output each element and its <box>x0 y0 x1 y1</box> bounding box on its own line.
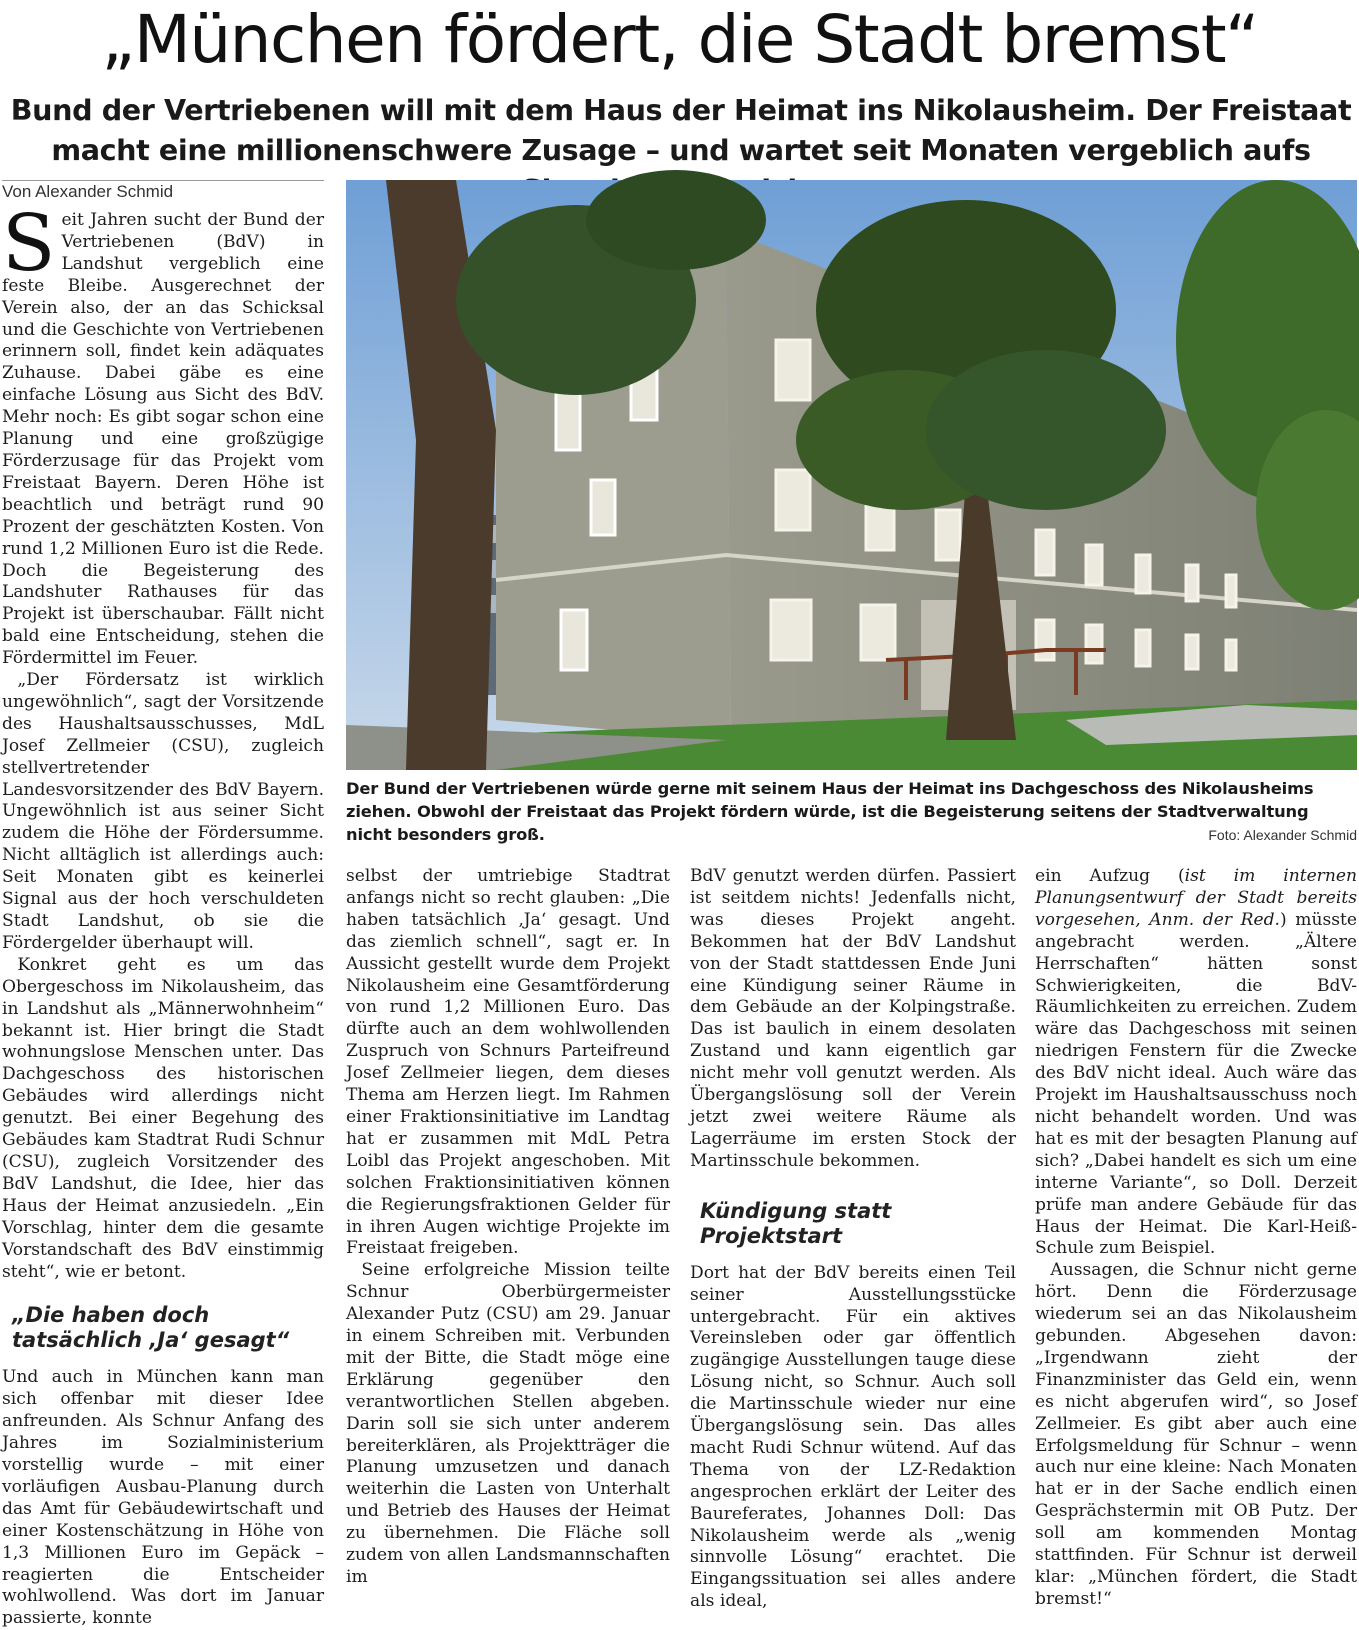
paragraph: Seine erfolgreiche Mission teilte Schnur Oberbürgermeister Alexander Putz (CSU) am 29. Januar in einem Schreiben mit. Verbunden mit der Bitte, die Stadt möge eine Erklärung gegenüber den verantwortlichen Stellen abgeben. Darin soll sie sich unter anderem bereiterklären, als Projektträger die Planung umzusetzen und danach weiterhin die Lasten von Unterhalt und Betrieb des Hauses der Heimat zu übernehmen. Die Fläche soll zudem von allen Landsmannschaften im <box>346 1260 670 1587</box>
article-column-1 <box>2 180 324 1630</box>
section-subtitle: „Die haben doch tatsächlich ‚Ja‘ gesagt“ <box>12 1303 290 1353</box>
paragraph-text: ein Aufzug ( <box>1035 866 1185 886</box>
paragraph: Und auch in München kann man sich offenbar mit dieser Idee anfreunden. Als Schnur Anfang des Jahres im Sozialministerium vorstellig wurde – mit einer vorläufigen Ausbau-Planung durch das Amt für Gebäudewirtschaft und einer Kostenschätzung in Höhe von 1,3 Millionen Euro im Gepäck – reagierten die Entscheider wohlwollend. Was dort im Januar passierte, konnte <box>2 1367 324 1629</box>
dropcap: S <box>2 199 56 289</box>
article-photo <box>346 180 1357 770</box>
paragraph: selbst der umtriebige Stadtrat anfangs nicht so recht glauben: „Die haben tatsächlich ‚Ja‘ gesagt. Und das ziemlich schnell“, sagt er. In Aussicht gestellt wurde dem Projekt Nikolausheim eine Gesamtförderung von rund 1,2 Millionen Euro. Das dürfte auch an dem wohlwollenden Zuspruch von Schnurs Parteifreund Josef Zellmeier liegen, dem dieses Thema am Herzen liegt. Im Rahmen einer Fraktionsinitiative im Landtag hat er zusammen mit MdL Petra Loibl das Projekt angeschoben. Mit solchen Fraktionsinitiativen können die Regierungsfraktionen Gelder für in ihren Augen wichtige Projekte im Freistaat freigeben. <box>346 866 670 1259</box>
section-subtitle: Kündigung statt Projektstart <box>700 1198 892 1248</box>
subheadline: Bund der Vertriebenen will mit dem Haus der Heimat ins Nikolausheim. Der Freistaat macht eine millionenschwere Zusage – und wartet seit Monaten vergeblich aufs <box>10 93 1352 167</box>
paragraph: Aussagen, die Schnur nicht gerne hört. Denn die Förderzusage wiederum sei an das Nikolausheim gebunden. Abgesehen davon: „Irgendwann zieht der Finanzminister das Geld ein, wenn es nicht abgerufen wird“, so Josef Zellmeier. Es gibt aber auch eine Erfolgsmeldung für Schnur – wenn auch nur eine kleine: Nach Monaten hat er in der Sache endlich einen Gesprächstermin mit OB Putz. Der soll am kommenden Montag stattfinden. Für Schnur ist derweil klar: „München fördert, die Stadt bremst!“ <box>1035 1260 1357 1609</box>
paragraph-text: eit Jahren sucht der Bund der Vertriebenen (BdV) in Landshut vergeblich eine feste Bleibe. Ausgerechnet der Verein also, der an das Schicksal und die Geschichte von Vertriebenen erinnern soll, findet kein adäquates Zuhause. Dabei gäbe es eine einfache Lösung aus Sicht des BdV. Mehr noch: Es gibt sogar schon eine Planung und eine großzügige Förderzusage für das Projekt vom Freistaat Bayern. Deren Höhe ist beachtlich und beträgt rund 90 Prozent der geschätzten Kosten. Von rund 1,2 Millionen Euro ist die Rede. Doch die Begeisterung des Landshuter Rathauses für das Projekt ist überschaubar. Fällt nicht bald eine Entscheidung, stehen die Fördermittel im Feuer. <box>2 210 324 669</box>
byline: Von Alexander Schmid <box>2 180 324 204</box>
paragraph: Konkret geht es um das Obergeschoss im Nikolausheim, das in Landshut als „Männerwohnheim“ bekannt ist. Hier bringt die Stadt wohnungslose Menschen unter. Das Dachgeschoss des historischen Gebäudes wird allerdings nicht genutzt. Bei einer Begehung des Gebäudes kam Stadtrat Rudi Schnur (CSU), zugleich Vorsitzender des BdV Landshut, die Idee, hier das Haus der Heimat anzusiedeln. „Ein Vorschlag, hinter dem die gesamte Vorstandschaft des BdV einstimmig steht“, wie er betont. <box>2 954 324 1282</box>
headline: „München fördert, die Stadt bremst“ <box>101 1 1258 78</box>
article-column-2 <box>346 866 670 1589</box>
paragraph-text: ) müsste angebracht werden. „Ältere Herrschaften“ hätten sonst Schwierigkeiten, die BdV-Räumlichkeiten zu erreichen. Zudem wäre das Dachgeschoss mit seinen niedrigen Fenstern für die Zwecke des BdV nicht ideal. Auch wäre das Projekt im Haushaltsausschuss noch nicht behandelt worden. Und was hat es mit der besagten Planung auf sich? „Dabei handelt es sich um eine interne Variante“, so Doll. Derzeit prüfe man andere Gebäude für das Haus der Heimat. Die Karl-Heiß-Schule zum Beispiel. <box>1035 909 1357 1259</box>
editor-note: ist im internen Planungsentwurf der Stadt bereits vorgesehen, Anm. der Red. <box>1035 866 1357 930</box>
photo-caption: Der Bund der Vertriebenen würde gerne mit seinem Haus der Heimat ins Dachgeschoss des Nikolausheims ziehen. Obwohl der Freistaat das Projekt fördern würde, ist die Begeisterung seitens der Stadtverwaltung nicht besonders groß. <box>346 779 1314 844</box>
lead-paragraph <box>2 199 324 670</box>
paragraph: „Der Fördersatz ist wirklich ungewöhnlich“, sagt der Vorsitzende des Haushaltsausschusses, MdL Josef Zellmeier (CSU), zugleich stellvertretender Landesvorsitzender des BdV Bayern. Ungewöhnlich ist aus seiner Sicht zudem die Höhe der Fördersumme. Nicht alltäglich ist allerdings auch: Seit Monaten gibt es keinerlei Signal aus der hoch verschuldeten Stadt Landshut, ob sie die Fördergelder überhaupt will. <box>2 670 324 953</box>
paragraph: Dort hat der BdV bereits einen Teil seiner Ausstellungsstücke untergebracht. Für ein aktives Vereinsleben oder gar öffentlich zugängige Ausstellungen tauge diese Lösung nicht, so Schnur. Auch soll die Martinsschule wieder nur eine Übergangslösung sein. Das alles macht Rudi Schnur wütend. Auf das Thema von der LZ-Redaktion angesprochen erklärt der Leiter des Baureferates, Johannes Doll: Das Nikolausheim werde als „wenig sinnvolle Lösung“ erachtet. Die Eingangssituation sei alles andere als ideal, <box>690 1262 1016 1612</box>
article-column-4 <box>1035 866 1357 1611</box>
article-column-3 <box>690 866 1016 1613</box>
nikolausheim-building-photo <box>346 180 1357 770</box>
paragraph <box>1035 866 1357 1260</box>
photo-credit: Foto: Alexander Schmid <box>1208 827 1357 843</box>
paragraph: BdV genutzt werden dürfen. Passiert ist seitdem nichts! Jedenfalls nicht, was dieses Projekt angeht. Bekommen hat der BdV Landshut von der Stadt stattdessen Ende Juni eine Kündigung seiner Räume in dem Gebäude an der Kolpingstraße. Das ist baulich in einem desolaten Zustand und kann eigentlich gar nicht mehr voll genutzt werden. Als Übergangslösung soll der Verein jetzt zwei weitere Räume als Lagerräume im ersten Stock der Martinsschule bekommen. <box>690 866 1016 1171</box>
